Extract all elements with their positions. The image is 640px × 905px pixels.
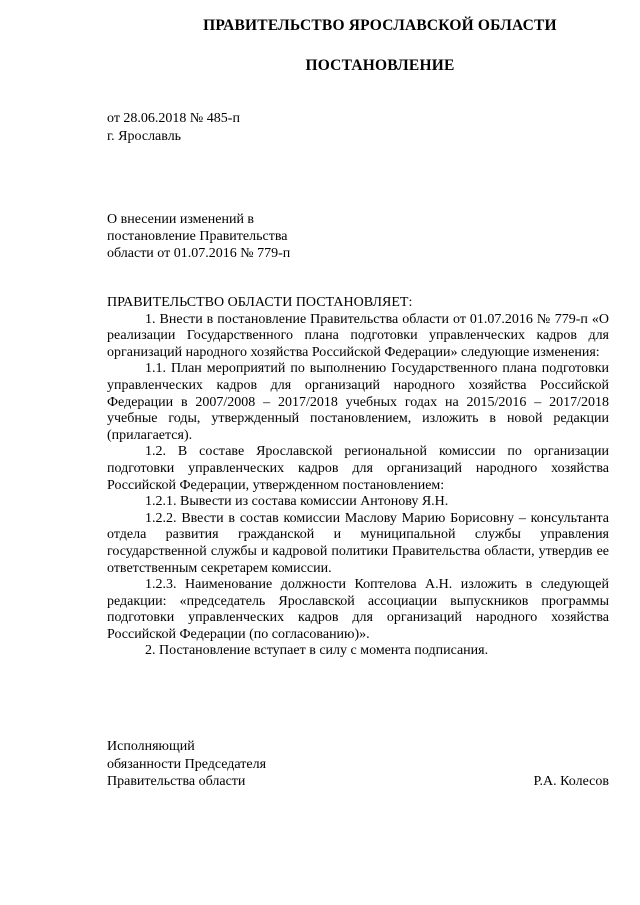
body-paragraph: 1.2. В составе Ярославской региональной комиссии по организации подготовки управленческих кадров для организаций народного хозяйства Российской Федерации, утвержденном постановлением: (107, 444, 609, 493)
body-paragraph: 1.2.1. Вывести из состава комиссии Антонову Я.Н. (145, 494, 449, 510)
document-date-number: от 28.06.2018 № 485-п (107, 111, 240, 126)
signature-row (107, 773, 609, 791)
body-paragraph: 1.2.2. Ввести в состав комиссии Маслову Марию Борисовну – консультанта отдела развития гражданской и муниципальной службы управления государственной службы и кадровой политики Правительства области, утвердив ее ответственным секретарем комиссии. (107, 510, 609, 576)
signature-block (107, 738, 609, 791)
government-heading: ПРАВИТЕЛЬСТВО ЯРОСЛАВСКОЙ ОБЛАСТИ (203, 17, 557, 34)
body-paragraph: 1.1. План мероприятий по выполнению Государственного плана подготовки управленческих кадров для организаций народного хозяйства Российской Федерации в 2007/2008 – 2017/2018 учебных годах на 2015/2016 – 2017/2018 учебные годы, утвержденный постановлением, изложить в новой редакции (прилагается). (107, 361, 609, 443)
subject-line: постановление Правительства (107, 229, 288, 244)
subject-line: области от 01.07.2016 № 779-п (107, 246, 291, 261)
document-type-heading: ПОСТАНОВЛЕНИЕ (305, 57, 455, 74)
signatory-name: Р.А. Колесов (533, 774, 609, 789)
document-subject (107, 211, 427, 262)
signatory-title-line: обязанности Председателя (107, 756, 267, 772)
body-paragraph: 2. Постановление вступает в силу с момента подписания. (145, 643, 489, 659)
body-paragraph: 1.2.3. Наименование должности Коптелова А.Н. изложить в следующей редакции: «председатель Ярославской ассоциации выпускников программы подготовки управленческих кадров для организаций народного хозяйства Российской Федерации (по согласованию)». (107, 577, 609, 642)
subject-line: О внесении изменений в (107, 212, 255, 227)
body-paragraph: 1. Внести в постановление Правительства области от 01.07.2016 № 779-п «О реализации Государственного плана подготовки управленческих кадров для организаций народного хозяйства Российской Федерации» следующие изменения: (107, 311, 609, 360)
document-body (107, 295, 609, 660)
document-city: г. Ярославль (107, 129, 182, 144)
signatory-title-line: Исполняющий (107, 739, 195, 754)
body-preamble: ПРАВИТЕЛЬСТВО ОБЛАСТИ ПОСТАНОВЛЯЕТ: (107, 295, 413, 310)
signatory-title-line: Правительства области (107, 774, 246, 789)
